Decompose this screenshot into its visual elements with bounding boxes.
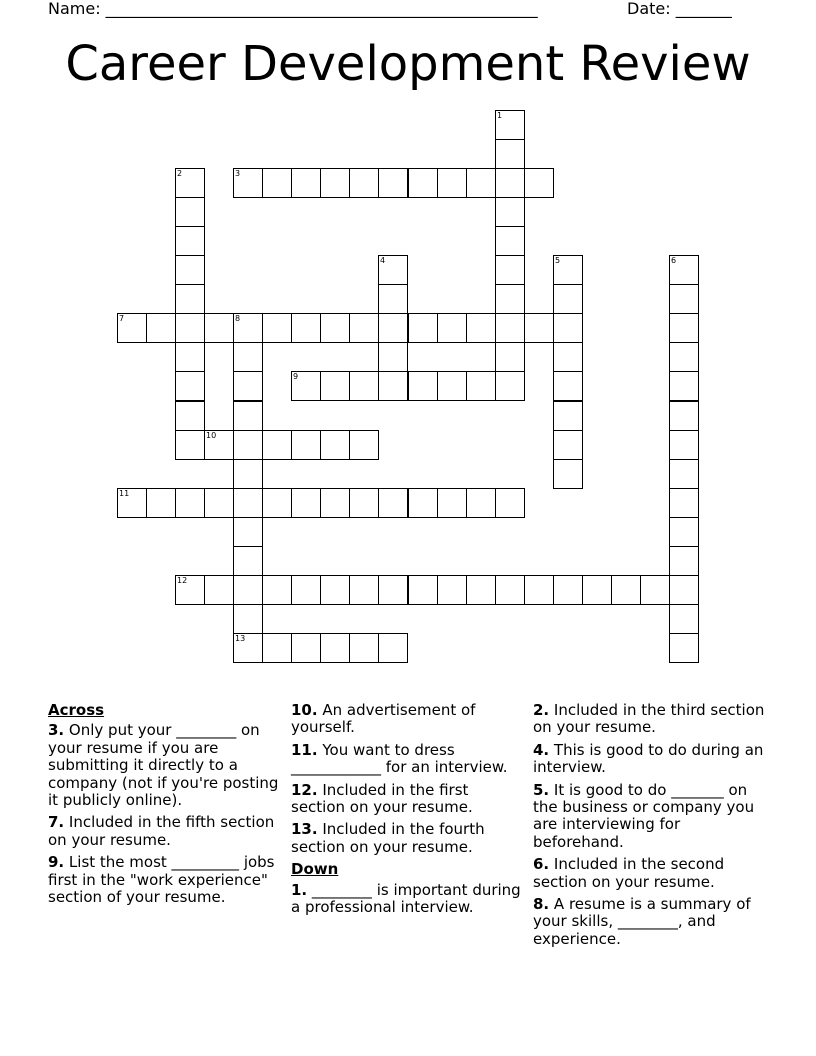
clue-number: 8 bbox=[235, 314, 241, 323]
grid-cell[interactable] bbox=[320, 633, 350, 663]
grid-cell[interactable] bbox=[146, 313, 176, 343]
clue-across-13: 13. Included in the fourth section on your resume. bbox=[291, 820, 485, 856]
grid-cell[interactable] bbox=[233, 430, 263, 460]
grid-cell[interactable] bbox=[233, 313, 263, 343]
grid-cell[interactable] bbox=[291, 575, 321, 605]
clue-number: 11 bbox=[119, 489, 130, 498]
grid-cell[interactable] bbox=[262, 488, 292, 518]
grid-cell[interactable] bbox=[262, 168, 292, 198]
grid-cell[interactable] bbox=[320, 575, 350, 605]
clue-number: 4 bbox=[380, 256, 386, 265]
grid-cell[interactable] bbox=[669, 255, 699, 285]
grid-cell[interactable] bbox=[669, 430, 699, 460]
clues-column-2 bbox=[291, 702, 527, 921]
grid-cell[interactable] bbox=[669, 633, 699, 663]
grid-cell[interactable] bbox=[117, 313, 147, 343]
grid-cell[interactable] bbox=[291, 430, 321, 460]
grid-cell[interactable] bbox=[553, 575, 583, 605]
grid-cell[interactable] bbox=[408, 371, 438, 401]
grid-cell[interactable] bbox=[378, 575, 408, 605]
grid-cell[interactable] bbox=[262, 575, 292, 605]
grid-cell[interactable] bbox=[262, 633, 292, 663]
clues-column-3 bbox=[533, 702, 769, 953]
grid-cell[interactable] bbox=[408, 575, 438, 605]
grid-cell[interactable] bbox=[378, 371, 408, 401]
grid-cell[interactable] bbox=[408, 168, 438, 198]
grid-cell[interactable] bbox=[553, 459, 583, 489]
grid-cell[interactable] bbox=[669, 604, 699, 634]
clue-down-5: 5. It is good to do _______ on the business or company you are interviewing for beforehand. bbox=[533, 780, 755, 851]
grid-cell[interactable] bbox=[669, 517, 699, 547]
clue-number: 10 bbox=[206, 431, 217, 440]
grid-cell[interactable] bbox=[553, 371, 583, 401]
grid-cell[interactable] bbox=[204, 430, 234, 460]
grid-cell[interactable] bbox=[320, 313, 350, 343]
clue-number: 9 bbox=[293, 372, 299, 381]
grid-cell[interactable] bbox=[175, 313, 205, 343]
clue-down-8: 8. A resume is a summary of your skills, ________, and experience. bbox=[533, 895, 751, 948]
grid-cell[interactable] bbox=[524, 168, 554, 198]
grid-cell[interactable] bbox=[553, 255, 583, 285]
grid-cell[interactable] bbox=[466, 371, 496, 401]
grid-cell[interactable] bbox=[262, 313, 292, 343]
clue-number: 3 bbox=[235, 169, 241, 178]
grid-cell[interactable] bbox=[437, 575, 467, 605]
grid-cell[interactable] bbox=[437, 488, 467, 518]
grid-cell[interactable] bbox=[437, 168, 467, 198]
grid-cell[interactable] bbox=[320, 488, 350, 518]
grid-cell[interactable] bbox=[320, 168, 350, 198]
grid-cell[interactable] bbox=[175, 488, 205, 518]
grid-cell[interactable] bbox=[349, 575, 379, 605]
clue-down-2: 2. Included in the third section on your resume. bbox=[533, 701, 765, 737]
clue-number: 2 bbox=[177, 169, 183, 178]
across-heading: Across bbox=[48, 701, 105, 719]
clue-across-11: 11. You want to dress ____________ for an interview. bbox=[291, 740, 508, 777]
date-field-label: Date: _______ bbox=[627, 0, 732, 18]
grid-cell[interactable] bbox=[233, 342, 263, 372]
grid-cell[interactable] bbox=[669, 459, 699, 489]
grid-cell[interactable] bbox=[495, 110, 525, 140]
grid-cell[interactable] bbox=[669, 342, 699, 372]
grid-cell[interactable] bbox=[349, 313, 379, 343]
grid-cell[interactable] bbox=[466, 488, 496, 518]
grid-cell[interactable] bbox=[204, 313, 234, 343]
grid-cell[interactable] bbox=[524, 313, 554, 343]
grid-cell[interactable] bbox=[495, 197, 525, 227]
clue-number: 12 bbox=[177, 576, 188, 585]
grid-cell[interactable] bbox=[495, 284, 525, 314]
grid-cell[interactable] bbox=[378, 488, 408, 518]
grid-cell[interactable] bbox=[408, 313, 438, 343]
grid-cell[interactable] bbox=[495, 575, 525, 605]
clue-number: 6 bbox=[671, 256, 677, 265]
grid-cell[interactable] bbox=[233, 168, 263, 198]
grid-cell[interactable] bbox=[175, 197, 205, 227]
grid-cell[interactable] bbox=[524, 575, 554, 605]
grid-cell[interactable] bbox=[378, 633, 408, 663]
grid-cell[interactable] bbox=[175, 168, 205, 198]
grid-cell[interactable] bbox=[553, 342, 583, 372]
grid-cell[interactable] bbox=[291, 371, 321, 401]
grid-cell[interactable] bbox=[175, 342, 205, 372]
grid-cell[interactable] bbox=[669, 371, 699, 401]
clues-column-1 bbox=[48, 702, 284, 911]
grid-cell[interactable] bbox=[262, 430, 292, 460]
grid-cell[interactable] bbox=[437, 371, 467, 401]
clue-across-9: 9. List the most _________ jobs first in the "work experience" section of your resume. bbox=[48, 853, 275, 907]
grid-cell[interactable] bbox=[669, 546, 699, 576]
grid-cell[interactable] bbox=[466, 575, 496, 605]
clue-down-4: 4. This is good to do during an interview. bbox=[533, 740, 764, 777]
grid-cell[interactable] bbox=[378, 342, 408, 372]
grid-cell[interactable] bbox=[349, 371, 379, 401]
grid-cell[interactable] bbox=[495, 168, 525, 198]
grid-cell[interactable] bbox=[553, 401, 583, 431]
grid-cell[interactable] bbox=[349, 430, 379, 460]
grid-cell[interactable] bbox=[175, 371, 205, 401]
grid-cell[interactable] bbox=[495, 488, 525, 518]
grid-cell[interactable] bbox=[669, 401, 699, 431]
grid-cell[interactable] bbox=[553, 284, 583, 314]
grid-cell[interactable] bbox=[495, 139, 525, 169]
grid-cell[interactable] bbox=[495, 371, 525, 401]
grid-cell[interactable] bbox=[320, 430, 350, 460]
grid-cell[interactable] bbox=[669, 575, 699, 605]
grid-cell[interactable] bbox=[175, 226, 205, 256]
grid-cell[interactable] bbox=[175, 575, 205, 605]
name-field-label: Name: ______________________________________________________ bbox=[48, 0, 538, 18]
grid-cell[interactable] bbox=[437, 313, 467, 343]
grid-cell[interactable] bbox=[175, 401, 205, 431]
clue-number: 7 bbox=[119, 314, 125, 323]
grid-cell[interactable] bbox=[378, 168, 408, 198]
grid-cell[interactable] bbox=[146, 488, 176, 518]
down-heading: Down bbox=[291, 860, 339, 879]
grid-cell[interactable] bbox=[466, 313, 496, 343]
grid-cell[interactable] bbox=[466, 168, 496, 198]
grid-cell[interactable] bbox=[669, 284, 699, 314]
clue-across-3: 3. Only put your ________ on your resume if you are submitting it directly to a company (not if you're posting it publicly online). bbox=[48, 721, 279, 810]
grid-cell[interactable] bbox=[611, 575, 641, 605]
grid-cell[interactable] bbox=[291, 488, 321, 518]
grid-cell[interactable] bbox=[204, 575, 234, 605]
clue-number: 13 bbox=[235, 634, 246, 643]
grid-cell[interactable] bbox=[553, 430, 583, 460]
clue-down-6: 6. Included in the second section on your resume. bbox=[533, 855, 725, 891]
clue-across-7: 7. Included in the fifth section on your resume. bbox=[48, 813, 275, 849]
grid-cell[interactable] bbox=[349, 168, 379, 198]
grid-cell[interactable] bbox=[349, 633, 379, 663]
grid-cell[interactable] bbox=[495, 313, 525, 343]
grid-cell[interactable] bbox=[117, 488, 147, 518]
grid-cell[interactable] bbox=[175, 284, 205, 314]
grid-cell[interactable] bbox=[553, 313, 583, 343]
grid-cell[interactable] bbox=[349, 488, 379, 518]
grid-cell[interactable] bbox=[495, 255, 525, 285]
grid-cell[interactable] bbox=[495, 342, 525, 372]
grid-cell[interactable] bbox=[640, 575, 670, 605]
grid-cell[interactable] bbox=[233, 459, 263, 489]
grid-cell[interactable] bbox=[233, 575, 263, 605]
grid-cell[interactable] bbox=[320, 371, 350, 401]
clue-number: 1 bbox=[497, 111, 503, 120]
clue-across-12: 12. Included in the first section on your resume. bbox=[291, 780, 473, 817]
grid-cell[interactable] bbox=[669, 488, 699, 518]
grid-cell[interactable] bbox=[291, 168, 321, 198]
grid-cell[interactable] bbox=[233, 401, 263, 431]
clue-number: 5 bbox=[555, 256, 561, 265]
grid-cell[interactable] bbox=[291, 313, 321, 343]
clue-down-1: 1. ________ is important during a professional interview. bbox=[291, 880, 521, 917]
grid-cell[interactable] bbox=[233, 371, 263, 401]
page-title: Career Development Review bbox=[65, 36, 751, 92]
grid-cell[interactable] bbox=[233, 604, 263, 634]
grid-cell[interactable] bbox=[175, 255, 205, 285]
grid-cell[interactable] bbox=[204, 488, 234, 518]
grid-cell[interactable] bbox=[582, 575, 612, 605]
grid-cell[interactable] bbox=[291, 633, 321, 663]
grid-cell[interactable] bbox=[175, 430, 205, 460]
grid-cell[interactable] bbox=[408, 488, 438, 518]
grid-cell[interactable] bbox=[495, 226, 525, 256]
clue-across-10: 10. An advertisement of yourself. bbox=[291, 701, 476, 737]
grid-cell[interactable] bbox=[378, 313, 408, 343]
grid-cell[interactable] bbox=[233, 633, 263, 663]
grid-cell[interactable] bbox=[378, 284, 408, 314]
grid-cell[interactable] bbox=[669, 313, 699, 343]
grid-cell[interactable] bbox=[233, 546, 263, 576]
grid-cell[interactable] bbox=[233, 488, 263, 518]
grid-cell[interactable] bbox=[233, 517, 263, 547]
grid-cell[interactable] bbox=[378, 255, 408, 285]
